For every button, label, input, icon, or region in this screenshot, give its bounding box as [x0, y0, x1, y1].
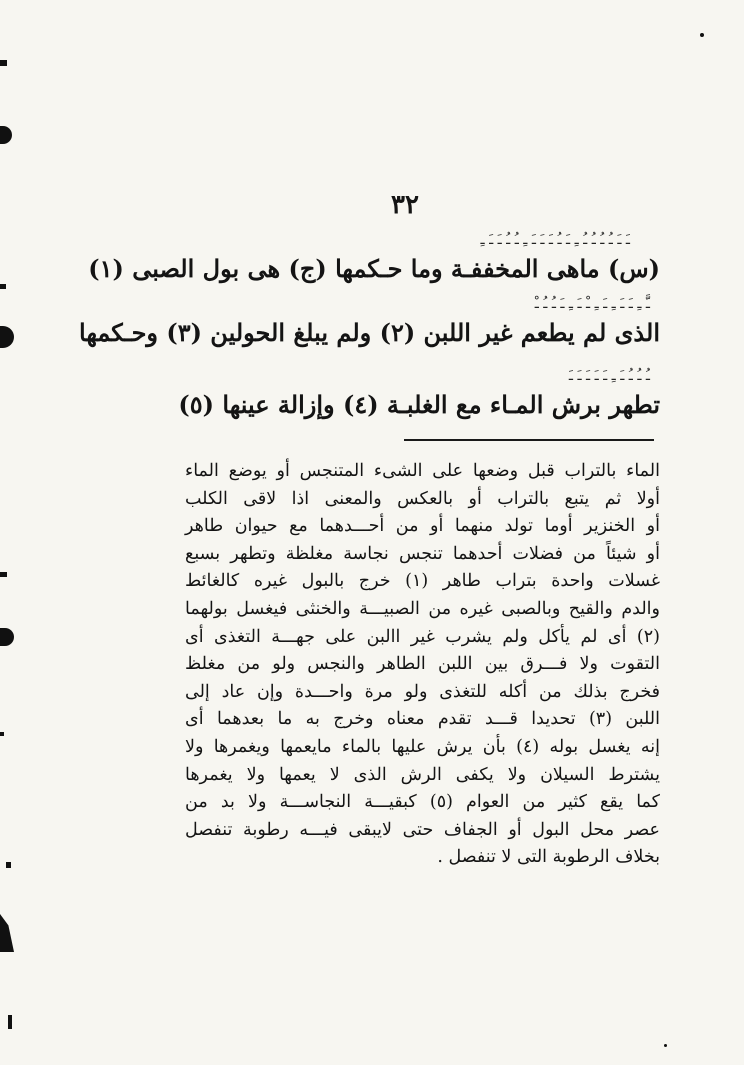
commentary-line: أولا ثم يتبع بالتراب أو بالعكس والمعنى اذا لاقى الكلب	[185, 488, 660, 509]
commentary-line: أو شيئاً من فضلات أحدهما تنجس نجاسة مغلظة وتطهر بسبع	[185, 543, 660, 564]
commentary-line: يشترط السيلان ولا يكفى الرش الذى لا يعمها ولا يغمرها	[185, 764, 660, 785]
scan-mark	[0, 914, 14, 952]
commentary-line: بخلاف الرطوبة التى لا تنفصل .	[437, 847, 660, 868]
commentary-divider	[404, 439, 654, 441]
commentary-block	[185, 458, 660, 958]
matn-line: الذى لم يطعم غير اللبن (٢) ولم يبلغ الحولين (٣) وحـكمها	[79, 318, 660, 347]
scan-mark	[6, 862, 11, 868]
commentary-line: أو الخنزير أوما تولد منهما أو من أحـــدهما مع حيوان طاهر	[185, 516, 660, 537]
scan-mark	[0, 126, 12, 144]
scan-mark	[0, 572, 7, 577]
commentary-line: كما يقع كثير من العوام (٥) كبقيـــة النجاســـة ولا بد من	[185, 792, 660, 813]
scan-mark	[0, 60, 7, 66]
vocalization-marks: ـَّ ـِ ـَ ـَ ـِ ـَ ـِ ـْ ـَ ـِ ـَ ـُ ـُ ـْ	[534, 296, 650, 312]
scan-mark	[700, 33, 704, 37]
commentary-line: إنه يغسل بوله (٤) بأن يرش عليها بالماء مايعمها ويغمرها ولا	[185, 736, 660, 757]
commentary-line: عصر محل البول أو الجفاف حتى لايبقى فيـــه رطوبة تنفصل	[185, 819, 660, 840]
scan-mark	[0, 732, 4, 736]
vocalization-marks: ـَ ـَ ـُ ـُ ـُ ـُ ـِ ـَ ـُ ـَ ـَ ـَ ـِ ـُ ـُ ـَ ـَ ـِ	[480, 232, 630, 248]
commentary-line: والدم والقيح وبالصبى غيره من الصبيـــة والخنثى فيغسل بولهما	[185, 598, 660, 619]
vocalization-marks: ـُ ـُ ـُ ـَ ـِ ـَ ـَ ـَ ـَ ـَ	[568, 368, 650, 384]
commentary-line: (٢) أى لم يأكل ولم يشرب غير االبن على جهـــة التغذى أى	[185, 626, 660, 647]
scan-mark	[8, 1015, 12, 1029]
matn-line: تطهر برش المـاء مع الغلبـة (٤) وإزالة عينها (٥)	[178, 390, 660, 419]
scan-mark	[664, 1044, 667, 1047]
scan-mark	[0, 628, 14, 646]
commentary-line: فخرج بذلك من أكله للتغذى ولو مرة واحـــدة وإن عاد إلى	[185, 681, 660, 702]
commentary-line: التقوت ولا فـــرق بين اللبن الطاهر والنجس ولو من مغلظ	[185, 654, 660, 675]
commentary-line: الماء بالتراب قبل وضعها على الشىء المتنجس أو يوضع الماء	[185, 461, 660, 481]
page-number: ٣٢	[391, 190, 419, 220]
commentary-line: اللبن (٣) تحديدا قـــد تقدم معناه وخرج به ما بعدهما أى	[185, 709, 660, 730]
matn-line: (س) ماهى المخففـة وما حـكمها (ج) هى بول الصبى (١)	[88, 254, 660, 283]
scan-mark	[0, 284, 6, 289]
commentary-line: غسلات واحدة بتراب طاهر (١) خرج بالبول غيره كالغائط	[185, 571, 660, 592]
scan-mark	[0, 326, 14, 348]
